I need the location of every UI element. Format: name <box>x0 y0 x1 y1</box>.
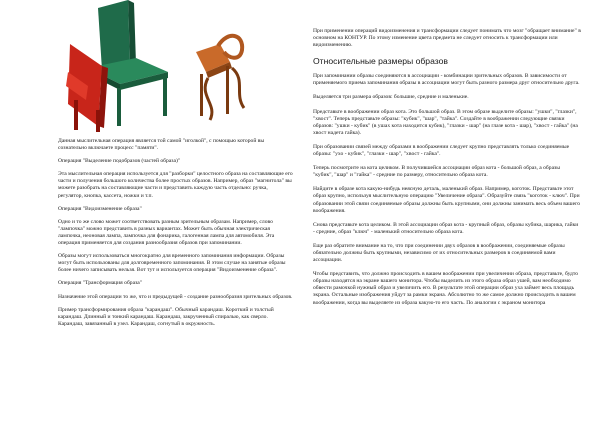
operation-text-modify-2: Образы могут использоваться многократно для временного запоминания информации. Образы могут быть использованы для долговременного запоминания. В этом случае на занятые образы более ничего записывать нельзя. Вот тут и используется операция "Видоизменение образа". <box>58 253 286 274</box>
operation-heading-transform: Операция "Трансформация образа" <box>58 280 143 287</box>
operation-text-modify-1: Одно и то же слово может соответствовать разным зрительным образам. Например, слово "лампочка" можно представить в разных вариантах. Может быть обычная электрическая лампочка, неоновая лампа, лампочка для фонарика, галогенная лампа для автомобиля. Эта операция применяется для создания разнообразия образов при запоминании. <box>58 218 275 247</box>
paragraph-associations: При запоминании образы соединяются в ассоциации - комбинации зрительных образов. В зависимости от применяемого приема запоминания образы в ассоциации могут быть разного размера друг относительно друга. <box>313 73 580 87</box>
paragraph-three-sizes: Выделяется три размера образов: большие, средние и маленькие. <box>313 94 469 101</box>
operation-text-transform-2: Пример трансформирования образа "карандаш". Обычный карандаш. Короткий и толстый карандаш. Длинный и тонкий карандаш. Карандаш, закрученный спиралью, как сверло. Карандаш, завязанный в узел. Карандаш, согнутый в окружность. <box>58 306 274 327</box>
paragraph-relative-sizes: Снова представьте кота целиком. В этой ассоциации образ кота - крупный образ, образы кубика, шарика, гайки - средние, образ "ключ" - маленький относительно образа кота. <box>313 221 579 235</box>
section-heading: Относительные размеры образов <box>313 56 448 67</box>
paragraph-small-detail: Найдите в образе кота какую-нибудь неясную деталь, маленький образ. Например, коготок. Представьте этот образ крупно, используя мыслительную операцию "Увеличение образа". Образуйте связь "коготок - ключ". При образовании этой связи соединяемые образы должны быть крупными, они должны занимать весь объем вашего воображения. <box>313 186 581 214</box>
paragraph-attention: Еще раз обратите внимание на то, что при соединении двух образов в воображении, соединяемые образы обязательно должны быть крупными, независимо от их относительных размеров в соединяемой вами ассоциации. <box>313 242 565 264</box>
paragraph-cat-example: Представьте в воображении образ кота. Это большой образ. В этом образе выделите образы: "ушки", "глазки", "хвост". Теперь представьте образы: "кубик", "шар", "тайка". Создайте в воображении следующие связки образов: "ушки - кубик" (в ушах кота находится кубик), "глазки - шар" (на глазе кота - шар), "хвост - гайка" (на хвост надета гайка). <box>313 108 578 136</box>
paragraph-monitor-analogy: Чтобы представить, что должно происходить в вашем воображении при увеличении образа, представьте, будто образы находятся на экране вашего монитора. Чтобы выделить из этого образа образ ушей, вам необходимо обвести рамочкой нужный образ и увеличить его. В результате этой операции образ уха займет весь площадь экрана. Остальные изображения уйдут за рамки экрана. Абсолютно то же самое должно происходить в вашем воображении, когда вы выделяете из образа какую-то его часть. По аналогии с экраном монитора <box>313 271 579 306</box>
transform-note-paragraph: При применении операций видоизменения и трансформации следует понимать что мозг "обращает внимание" в основном на КОНТУР. По этому изменение цвета предмета не следует относить к трансформации или видоизменению. <box>313 28 581 49</box>
twisted-chair-image <box>196 36 244 120</box>
chair-transformation-illustration <box>58 0 294 136</box>
operation-heading-subimages: Операция "Выделение подобразов (частей образа)" <box>58 158 181 165</box>
paragraph-whole-cat: Теперь посмотрите на кота целиком. В получившейся ассоциации образ кота - большой образ, а образы "кубик", "шар" и "гайка" - средние по размеру, относительно образа кота. <box>313 165 561 179</box>
paragraph-large-links: При образовании связей между образами в воображении следует крупно представлять только соединяемые образы: "ухо - кубик", "глазки - шар", "хвост - гайка". <box>313 143 570 158</box>
operation-text-transform-1: Назначение этой операции то же, что и предыдущей - создание разнообразия зрительных образов. <box>58 293 293 300</box>
operation-text-subimages: Эта мыслительная операция используется для "разборки" целостного образа на составляющие его части и получения большого количества более простых образов. Например, образ "магнитола" вы можете разобрать на составляющие части и представить каждую часть отдельно: ручка, регулятор, кнопка, кассета, ножки и т.п. <box>58 171 293 199</box>
intro-paragraph: Данная мыслительная операция является той самой "иголкой", с помощью которой вы сознательно включаете процесс "памяти". <box>58 138 265 152</box>
operation-heading-modify: Операция "Видоизменение образа" <box>58 205 142 212</box>
